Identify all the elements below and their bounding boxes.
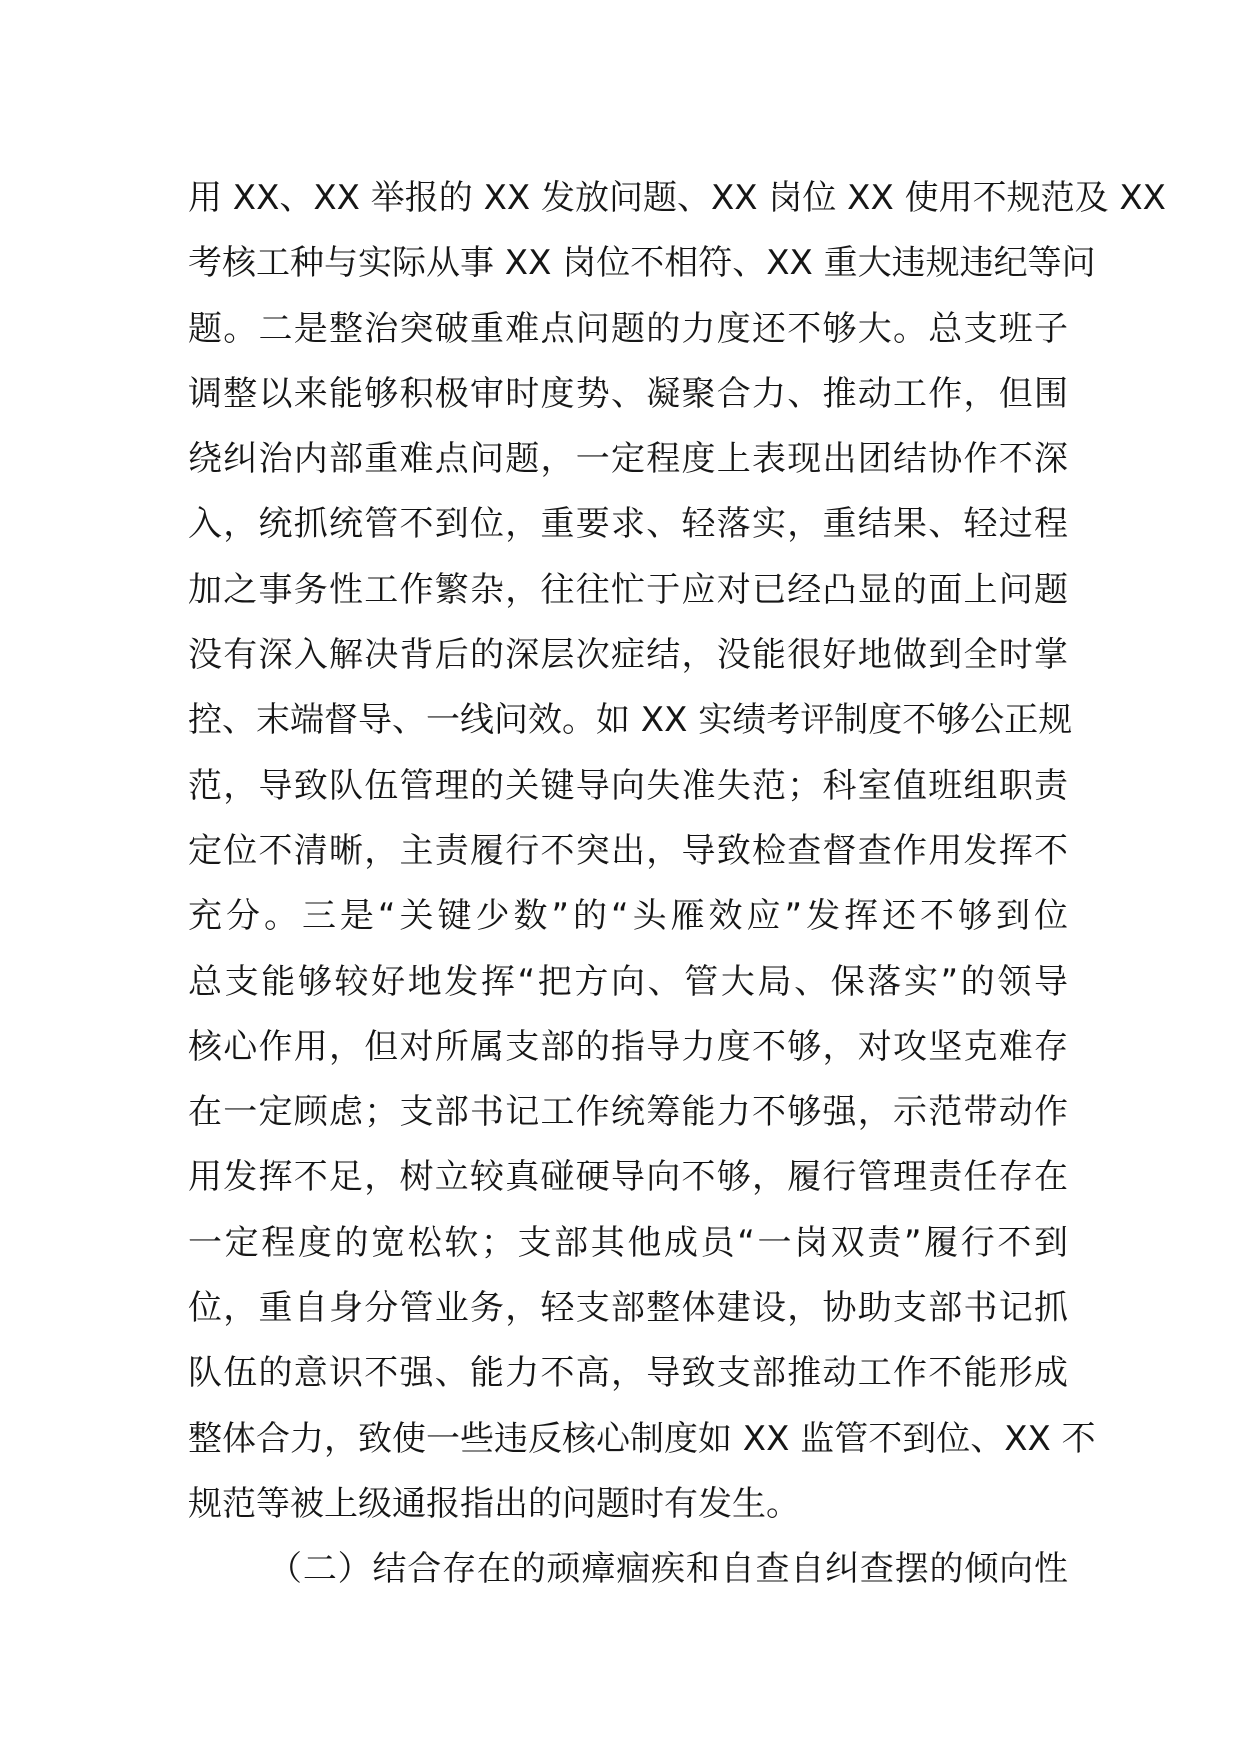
text-line: 位，重自身分管业务，轻支部整体建设，协助支部书记抓 (188, 1288, 1068, 1329)
text-line: 用发挥不足，树立较真碰硬导向不够，履行管理责任存在 (188, 1157, 1068, 1198)
text-line: 充分。三是“关键少数”的“头雁效应”发挥还不够到位 (188, 896, 1068, 937)
text-line: 总支能够较好地发挥“把方向、管大局、保落实”的领导 (188, 961, 1068, 1002)
text-line: 绕纠治内部重难点问题，一定程度上表现出团结协作不深 (188, 439, 1068, 480)
text-line: 入，统抓统管不到位，重要求、轻落实，重结果、轻过程 (188, 504, 1068, 545)
text-line: 一定程度的宽松软；支部其他成员“一岗双责”履行不到 (188, 1222, 1068, 1263)
text-line: 调整以来能够积极审时度势、凝聚合力、推动工作，但围 (188, 373, 1068, 414)
text-line: 用 XX、XX 举报的 XX 发放问题、XX 岗位 XX 使用不规范及 XX (188, 178, 1166, 218)
text-line: 加之事务性工作繁杂，往往忙于应对已经凸显的面上问题 (188, 569, 1068, 610)
text-line: 定位不清晰，主责履行不突出，导致检查督查作用发挥不 (188, 830, 1068, 871)
text-line: 没有深入解决背后的深层次症结，没能很好地做到全时掌 (188, 635, 1068, 676)
text-line: 控、末端督导、一线问效。如 XX 实绩考评制度不够公正规 (188, 700, 1073, 741)
text-line: 题。二是整治突破重难点问题的力度还不够大。总支班子 (188, 308, 1068, 349)
section-heading-line: （二）结合存在的顽瘴痼疾和自查自纠查摆的倾向性 (268, 1549, 1068, 1590)
text-line: 整体合力，致使一些违反核心制度如 XX 监管不到位、XX 不 (188, 1418, 1096, 1459)
text-line: 核心作用，但对所属支部的指导力度不够，对攻坚克难存 (188, 1026, 1068, 1067)
text-line: 在一定顾虑；支部书记工作统筹能力不够强，示范带动作 (188, 1092, 1068, 1133)
body-text (188, 166, 1166, 1603)
text-line: 队伍的意识不强、能力不高，导致支部推动工作不能形成 (188, 1353, 1068, 1394)
text-line: 范，导致队伍管理的关键导向失准失范；科室值班组职责 (188, 765, 1068, 806)
text-line: 规范等被上级通报指出的问题时有发生。 (188, 1483, 800, 1524)
text-line: 考核工种与实际从事 XX 岗位不相符、XX 重大违规违纪等问 (188, 243, 1096, 284)
